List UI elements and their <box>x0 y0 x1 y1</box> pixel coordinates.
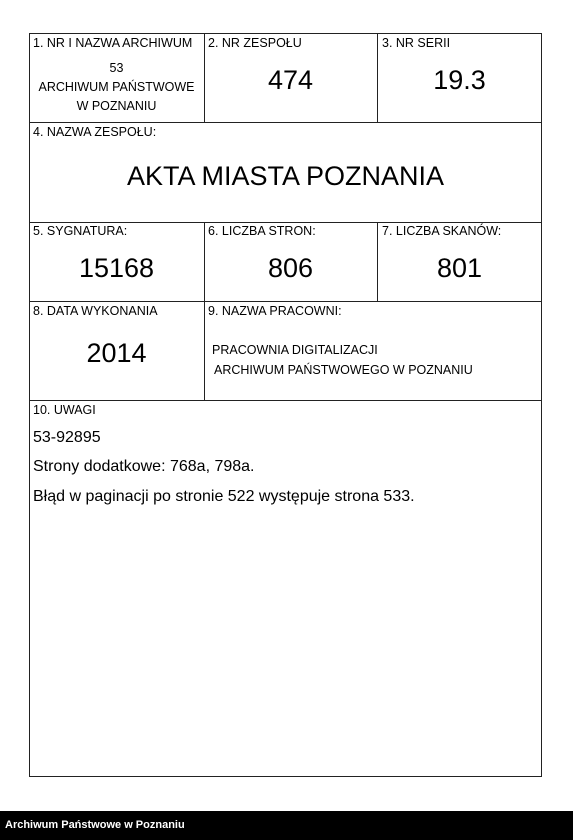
border-left <box>29 33 30 777</box>
border-top <box>29 33 542 34</box>
lab-line2: ARCHIWUM PAŃSTWOWEGO W POZNANIU <box>214 363 473 377</box>
border-right <box>541 33 542 777</box>
archive-number: 53 <box>109 61 124 75</box>
signature-value: 15168 <box>78 253 155 283</box>
signature-label: 5. SYGNATURA: <box>33 224 128 238</box>
footer-text: Archiwum Państwowe w Poznaniu <box>5 819 185 831</box>
fonds-name-label: 4. NAZWA ZESPOŁU: <box>33 125 157 139</box>
pages-value: 806 <box>267 253 314 283</box>
archive-name-line1: ARCHIWUM PAŃSTWOWE <box>38 80 195 94</box>
metadata-card <box>29 33 542 777</box>
archive-label: 1. NR I NAZWA ARCHIWUM <box>33 36 193 50</box>
row-divider-3 <box>29 301 542 302</box>
notes-label: 10. UWAGI <box>33 403 96 417</box>
fonds-name-value: AKTA MIASTA POZNANIA <box>126 161 445 191</box>
row-divider-1 <box>29 122 542 123</box>
scans-value: 801 <box>436 253 483 283</box>
series-value: 19.3 <box>433 65 486 95</box>
fonds-number-label: 2. NR ZESPOŁU <box>208 36 302 50</box>
scans-label: 7. LICZBA SKANÓW: <box>382 224 502 238</box>
fonds-number-value: 474 <box>267 65 314 95</box>
col-divider-1c <box>204 301 205 400</box>
row-divider-4 <box>29 400 542 401</box>
date-label: 8. DATA WYKONANIA <box>33 304 158 318</box>
archive-name-line2: W POZNANIU <box>76 99 157 113</box>
footer-bar <box>0 811 573 840</box>
row-divider-2 <box>29 222 542 223</box>
pages-label: 6. LICZBA STRON: <box>208 224 316 238</box>
lab-label: 9. NAZWA PRACOWNI: <box>208 304 342 318</box>
note-line: 53-92895 <box>33 429 101 446</box>
note-line: Błąd w paginacji po stronie 522 występuje strona 533. <box>33 488 415 505</box>
note-line: Strony dodatkowe: 768a, 798a. <box>33 458 255 475</box>
date-value: 2014 <box>86 338 147 368</box>
lab-line1: PRACOWNIA DIGITALIZACJI <box>212 343 378 357</box>
series-label: 3. NR SERII <box>382 36 451 50</box>
border-bottom <box>29 776 542 777</box>
